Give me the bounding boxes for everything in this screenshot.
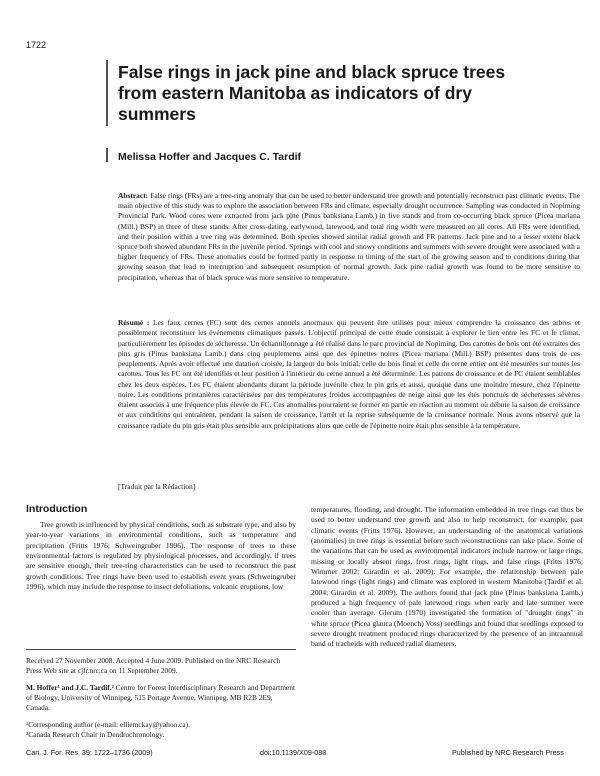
resume xyxy=(118,318,580,431)
introduction-right-column: temperatures, flooding, and drought. The information embedded in tree rings can thus be used to better understand tree growth and also to help reconstruct, for example, past climatic events (Fritts 1976). However, an understanding of the anatomical variations (anomalies) in tree rings is essential before such reconstructions can take place. Some of the variations that can be used as environmental indicators include narrow or large rings, missing or locally absent rings, frost rings, light rings, and false rings (Fritts 1976; Wimmer 2002; Girardin et al. 2009). For example, the relationship between pale latewood rings (light rings) and climate was explored in western Manitoba (Tardif et al. 2004; Girardin et al. 2009). The authors found that jack pine (Pinus banksiana Lamb.) produced a high frequency of pale latewood rings when early and late summer were cooler than average. Glerum (1970) investigated the formation of "drought rings" in white spruce (Picea glauca (Moench) Voss) seedlings and found that seedlings exposed to severe drought treatment produced rings characterized by the presence of an intraannual band of tracheids with reduced radial diameters. xyxy=(311,505,583,649)
publisher: Published by NRC Research Press xyxy=(452,748,564,757)
affiliation-names: M. Hoffer¹ and J.C. Tardif.² xyxy=(26,683,114,692)
journal-citation: Can. J. For. Res. 39: 1722–1736 (2009) xyxy=(26,748,153,757)
introduction-left-column: Tree growth is influenced by physical conditions, such as substrate type, and also by year-to-year variations in environmental conditions, such as temperature and precipitation (Fritts 1976; Schweingruber 1996). The response of trees to these environmental factors is regulated by physiological processes, and accordingly, if trees are sensitive enough, their tree-ring characteristics can be used to reconstruct the past growth conditions. Tree rings have been used to establish event years (Schweingruber 1996), which may include the response to insect defoliations, volcanic eruptions, low xyxy=(26,520,296,592)
footnotes xyxy=(26,649,296,740)
abstract-label: Abstract: xyxy=(118,191,149,200)
introduction-heading: Introduction xyxy=(26,503,88,515)
translation-note: [Traduit par la Rédaction] xyxy=(118,482,196,491)
abstract-text: False rings (FRs) are a tree-ring anomaly that can be used to better understand tree growth and potentially reconstruct past climatic events. The main objective of this study was to explore the association between FRs and climate, especially drought occurrence. Sampling was conducted in Nopiming Provincial Park. Wood cores were extracted from jack pine (Pinus banksiana Lamb.) in five stands and from co-occurring black spruce (Picea mariana (Mill.) BSP) in three of these stands. After cross-dating, earlywood, latewood, and total ring width were measured on all cores. All FRs were identified, and their position within a tree ring was determined. Both species showed similar radial growth and FR patterns. Jack pine and to a lesser extent black spruce both showed abundant FRs in the juvenile period. Springs with cool and snowy conditions and summers with severe drought were associated with a higher frequency of FRs. These anomalies could be formed partly in response to timing of the start of the growing season and to conditions during that growing season that lead to interruption and subsequent resumption of normal growth. Jack pine radial growth was found to be more sensitive to precipitation, whereas that of black spruce was more sensitive to temperature. xyxy=(118,191,580,282)
corresponding-note: ¹Corresponding author (e-mail: elliemckay@yahoo.ca). xyxy=(26,720,190,729)
article-authors: Melissa Hoffer and Jacques C. Tardif xyxy=(118,151,302,163)
resume-label: Résumé : xyxy=(118,318,150,327)
received-note: Received 27 November 2008. Accepted 4 June 2009. Published on the NRC Research Press Web site at cjfr.nrc.ca on 11 September 2009. xyxy=(26,656,281,675)
doi: doi:10.1139/X09-088 xyxy=(260,748,327,757)
chair-note: ²Canada Research Chair in Dendrochronology. xyxy=(26,730,165,739)
authors-rule xyxy=(106,148,108,162)
affiliation-text: Centre for Forest Interdisciplinary Research and Department of Biology, University of Winnipeg, 515 Portage Avenue, Winnipeg, MB R2B 2E9, Canada. xyxy=(26,683,296,712)
affiliation-note xyxy=(26,683,296,713)
resume-text: Les faux cernes (FC) sont des cernes annuels anormaux qui peuvent être utilisés pour mieux comprendre la croissance des arbres et possiblement reconstituer les événements climatiques passés. L'objectif principal de cette étude consistait à explorer le lien entre les FC et le climat, particulièrement les épisodes de sécheresse. Un échantillonnage a été réalisé dans le parc provincial de Nopiming. Des carottes de bois ont été extraites des pins gris (Pinus banksiana Lamb.) dans cinq peuplements ainsi que des épinettes noires (Picea mariana (Mill.) BSP) présentes dans trois de ces peuplements. Après avoir effectué une datation croisée, la largeur du bois initial, celle du bois final et celle du cerne entier ont été mesurées sur toutes les carottes. Tous les FC ont été identifiés et leur position à l'intérieur du cerne annuel a été déterminée. Les patrons de croissance et de FC étaient semblables chez les deux espèces. Les FC étaient abondants durant la période juvénile chez le pin gris et aussi, quoique dans une moindre mesure, chez l'épinette noire. Les conditions printanières caractérisées par des températures froides accompagnées de neige ainsi que les étés ponctués de sécheresses sévères étaient associés à une fréquence plus élevée de FC. Ces anomalies pourraient se former en partie en réaction au moment où débute la saison de croissance et aux conditions qui entraînent, pendant la saison de croissance, l'arrêt et la reprise subséquente de la croissance normale. Nous avons observé que la croissance radiale du pin gris était plus sensible aux précipitations alors que celle de l'épinette noire était plus sensible à la température. xyxy=(118,318,581,430)
page-number: 1722 xyxy=(26,40,47,50)
article-title: False rings in jack pine and black spruce trees from eastern Manitoba as indicators of dry summers xyxy=(118,62,506,124)
abstract xyxy=(118,191,580,283)
title-rule xyxy=(106,60,108,126)
